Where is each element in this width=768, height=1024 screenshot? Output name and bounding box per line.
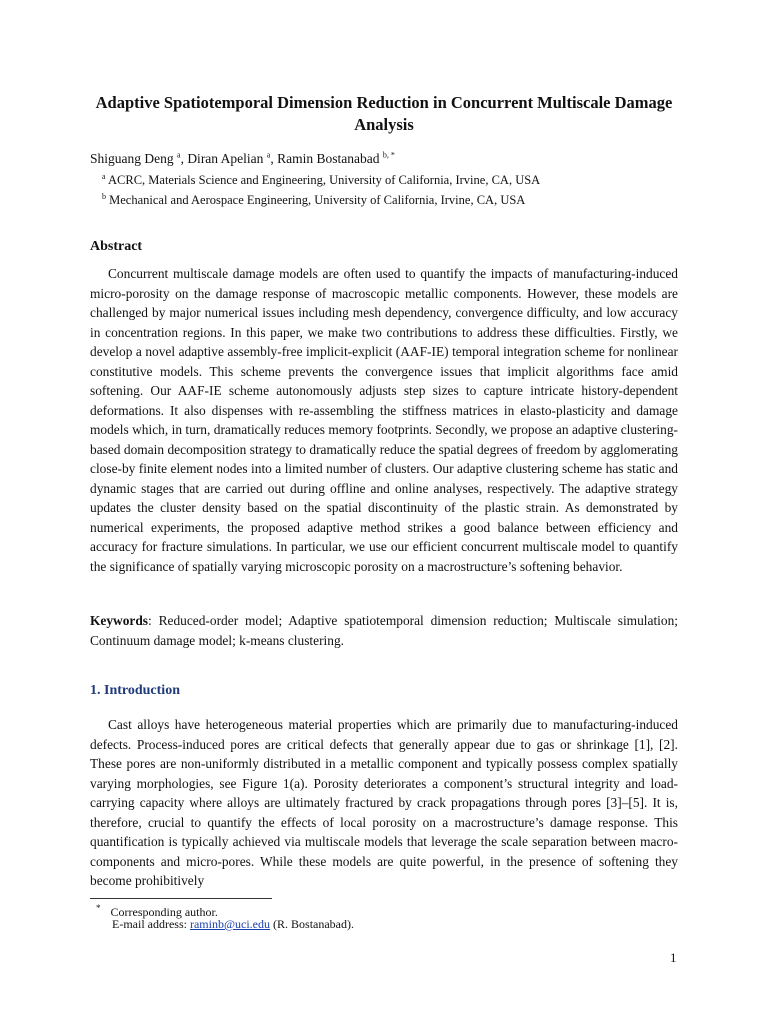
- abstract-heading: Abstract: [90, 239, 143, 254]
- footnote-text: Corresponding author.: [110, 905, 218, 919]
- affiliation-mark: b: [102, 191, 106, 201]
- keywords-label: Keywords: [90, 613, 149, 628]
- author-name: Diran Apelian: [187, 151, 264, 166]
- affiliation-a: [102, 172, 540, 188]
- abstract-body: Concurrent multiscale damage models are often used to quantify the impacts of manufacturing-induced micro-porosity on the damage response of macroscopic metallic components. However, these models are challenged by major numerical issues including mesh dependency, convergence difficulty, and low accuracy in concentration regions. In this paper, we make two contributions to address these difficulties. Firstly, we develop a novel adaptive assembly-free implicit-explicit (AAF-IE) temporal integration scheme for nonlinear constitutive models. This scheme prevents the convergence issues that implicit algorithms face amid softening. Our AAF-IE scheme autonomously adjusts step sizes to capture intricate history-dependent deformations. It also dispenses with re-assembling the stiffness matrices in elasto-plasticity and damage models which, in turn, dramatically reduces memory footprints. Secondly, we propose an adaptive clustering-based domain decomposition strategy to dramatically reduce the spatial degrees of freedom by agglomerating close-by finite element nodes into a limited number of clusters. Our adaptive clustering scheme has static and dynamic stages that are carried out during offline and online analyses, respectively. The adaptive strategy updates the cluster density based on the spatial discontinuity of the plastic strain. As demonstrated by numerical experiments, the proposed adaptive method strikes a good balance between efficiency and accuracy for fracture simulations. In particular, we use our efficient concurrent multiscale model to quantify the significance of spatially varying microscopic porosity on a macrostructure’s softening behavior.: [90, 266, 678, 574]
- section-heading-introduction: 1. Introduction: [90, 683, 180, 698]
- email-suffix: (R. Bostanabad).: [270, 917, 354, 931]
- footnote-divider: [90, 898, 272, 899]
- author-separator: ,: [180, 151, 188, 166]
- author-affiliation-mark: b, *: [382, 150, 395, 160]
- author-affiliation-mark: a: [266, 150, 271, 160]
- affiliation-text: Mechanical and Aerospace Engineering, University of California, Irvine, CA, USA: [109, 193, 526, 207]
- introduction-body: Cast alloys have heterogeneous material properties which are primarily due to manufacturing-induced defects. Process-induced pores are critical defects that generally appear due to gas or shrinkage [1], [2]. These pores are non-uniformly distributed in a metallic component and typically possess complex spatially varying morphologies, see Figure 1(a). Porosity deteriorates a component’s structural integrity and load-carrying capacity where alloys are ultimately fractured by crack propagations through pores [3]–[5]. It is, therefore, crucial to quantify the effects of local porosity on a macrostructure’s damage response. This quantification is typically achieved via multiscale models that leverage the scale separation between macro-components and micro-pores. While these models are quite powerful, in the presence of softening they become prohibitively: [90, 717, 678, 888]
- author-list: [90, 150, 395, 167]
- page-number: 1: [670, 950, 677, 965]
- email-link[interactable]: raminb@uci.edu: [189, 917, 271, 931]
- affiliation-mark: a: [102, 171, 106, 181]
- footnote-email-line: [112, 917, 354, 932]
- footnote-mark: *: [96, 903, 101, 913]
- keywords: [90, 611, 678, 650]
- affiliation-b: [102, 192, 525, 208]
- email-prefix: E-mail address:: [112, 917, 190, 931]
- author-affiliation-mark: a: [177, 150, 181, 160]
- keywords-text: : Reduced-order model; Adaptive spatiotemporal dimension reduction; Multiscale simulation; Continuum damage model; k-means clustering.: [90, 613, 678, 648]
- author-name: Shiguang Deng: [90, 151, 174, 166]
- author-separator: ,: [270, 151, 278, 166]
- paper-title: Adaptive Spatiotemporal Dimension Reduction in Concurrent Multiscale Damage Analysis: [95, 93, 673, 134]
- affiliation-text: ACRC, Materials Science and Engineering, University of California, Irvine, CA, USA: [108, 173, 541, 187]
- author-name: Ramin Bostanabad: [277, 151, 380, 166]
